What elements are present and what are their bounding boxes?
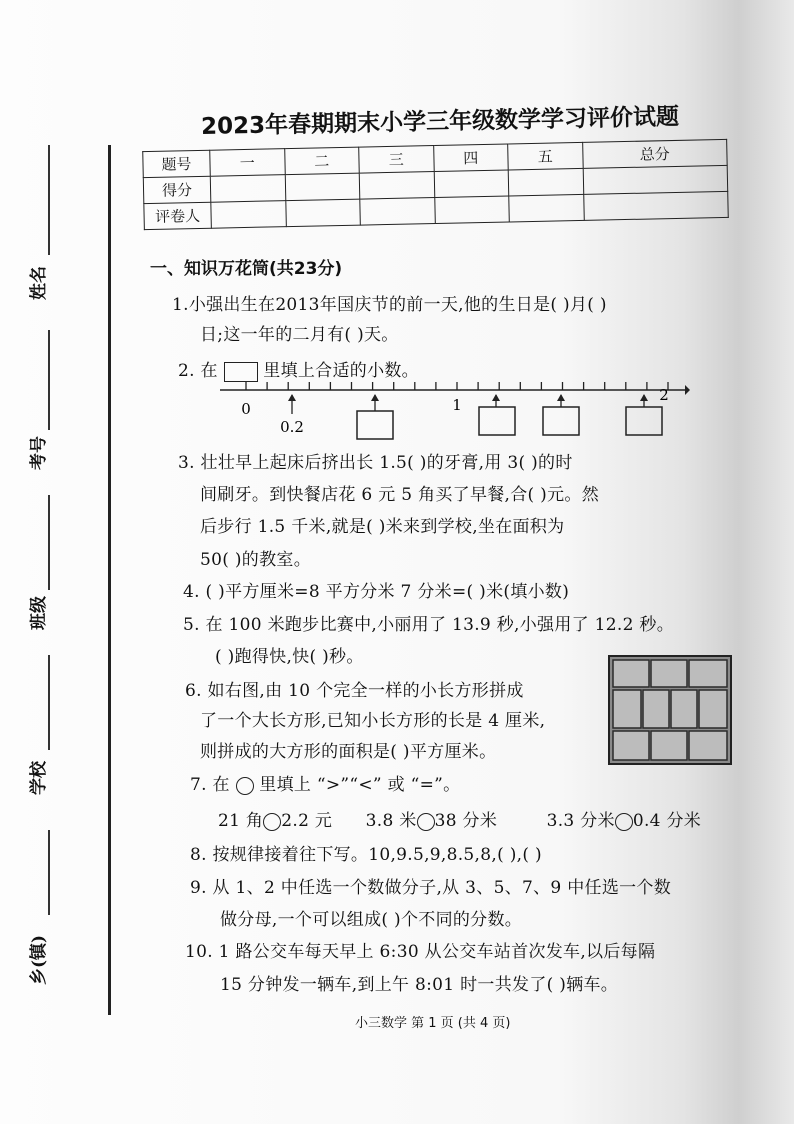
score-cell[interactable]: [434, 170, 509, 198]
q7-item-1-left: 21 角: [218, 811, 264, 831]
score-header-cell: 一: [210, 149, 285, 177]
score-cell[interactable]: [285, 173, 360, 201]
question-6-line-2: 了一个大长方形,已知小长方形的长是 4 厘米,: [200, 711, 546, 731]
school-label: 学校: [29, 761, 49, 795]
score-cell[interactable]: [583, 191, 728, 220]
compare-circle-3[interactable]: [615, 813, 633, 831]
town-field[interactable]: [8, 830, 78, 985]
class-label: 班级: [29, 596, 49, 630]
number-line-label-0: 0: [241, 400, 251, 418]
answer-box-1[interactable]: [357, 394, 393, 439]
q7-item-2-left: 3.8 米: [365, 811, 417, 831]
score-cell[interactable]: [211, 201, 286, 229]
question-8: 8. 按规律接着往下写。10,9.5,9,8.5,8,( ),( ): [190, 845, 542, 865]
score-header-cell: 五: [508, 142, 583, 170]
score-cell[interactable]: [434, 196, 509, 224]
q7-item-2-right: 38 分米: [434, 811, 498, 831]
score-cell[interactable]: [509, 194, 584, 222]
question-10-line-2: 15 分钟发一辆车,到上午 8:01 时一共发了( )辆车。: [220, 975, 619, 995]
number-line-ticks: [246, 382, 668, 390]
school-underline: [48, 655, 50, 750]
name-field[interactable]: [8, 145, 78, 300]
compare-circle-1[interactable]: [263, 813, 281, 831]
question-6-line-1: 6. 如右图,由 10 个完全一样的小长方形拼成: [185, 681, 524, 701]
number-line-arrow-icon: [685, 385, 690, 395]
class-field[interactable]: [8, 495, 78, 635]
question-1-line-1: 1.小强出生在2013年国庆节的前一天,他的生日是( )月( ): [172, 295, 607, 315]
question-7: [190, 770, 460, 795]
score-header-cell: 题号: [143, 150, 211, 177]
number-line: [220, 378, 690, 448]
score-header-cell: 二: [284, 147, 359, 175]
question-1-line-2: 日;这一年的二月有( )天。: [200, 325, 399, 345]
score-cell[interactable]: [359, 172, 434, 200]
question-3-line-4: 50( )的教室。: [200, 550, 311, 570]
q7-item-3-left: 3.3 分米: [546, 811, 615, 831]
circle-blank-icon: [236, 777, 254, 795]
q7-item-3-right: 0.4 分米: [632, 811, 702, 831]
answer-box-3[interactable]: [543, 394, 579, 435]
question-2-suffix: 里填上合适的小数。: [263, 361, 419, 381]
question-7-suffix: 里填上 “>”“<” 或 “=”。: [259, 775, 461, 795]
compare-circle-2[interactable]: [417, 813, 435, 831]
number-line-label-1: 1: [452, 396, 462, 414]
question-7-items: [218, 806, 701, 831]
name-underline: [48, 145, 50, 255]
score-cell[interactable]: [360, 198, 435, 226]
question-5-line-1: 5. 在 100 米跑步比赛中,小丽用了 13.9 秒,小强用了 12.2 秒。: [183, 615, 675, 635]
question-9-line-2: 做分母,一个可以组成( )个不同的分数。: [220, 910, 523, 930]
score-header-cell: 三: [359, 146, 434, 174]
score-header-cell: 总分: [582, 139, 727, 168]
q7-item-1-right: 2.2 元: [281, 811, 333, 831]
score-row-label: 评卷人: [144, 202, 212, 229]
exam-no-label: 考号: [29, 436, 49, 470]
question-5-line-2: ( )跑得快,快( )秒。: [215, 647, 364, 667]
question-2-prefix: 2. 在: [178, 361, 218, 381]
score-row-label: 得分: [143, 176, 211, 203]
question-6-line-3: 则拼成的大方形的面积是( )平方厘米。: [200, 742, 497, 762]
score-table: [142, 139, 729, 230]
score-cell[interactable]: [285, 199, 360, 227]
exam-title: 2023年春期期末小学三年级数学学习评价试题: [200, 103, 680, 141]
class-underline: [48, 495, 50, 590]
exam-no-underline: [48, 330, 50, 430]
score-cell[interactable]: [210, 175, 285, 203]
school-field[interactable]: [8, 655, 78, 795]
question-9-line-1: 9. 从 1、2 中任选一个数做分子,从 3、5、7、9 中任选一个数: [190, 878, 672, 898]
town-label: 乡(镇): [29, 934, 49, 985]
question-3-line-2: 间刷牙。到快餐店花 6 元 5 角买了早餐,合( )元。然: [200, 485, 600, 505]
question-7-prefix: 7. 在: [190, 775, 230, 795]
answer-box-4[interactable]: [626, 394, 662, 435]
score-header-cell: 四: [433, 144, 508, 172]
rectangle-figure: [608, 655, 732, 765]
question-3-line-3: 后步行 1.5 千米,就是( )米来到学校,坐在面积为: [200, 517, 565, 537]
name-label: 姓名: [29, 266, 49, 300]
number-line-label-0-2: 0.2: [280, 418, 304, 436]
question-3-line-1: 3. 壮壮早上起床后挤出长 1.5( )的牙膏,用 3( )的时: [178, 453, 573, 473]
page-footer: 小三数学 第 1 页 (共 4 页): [355, 1016, 511, 1031]
pointer-arrow-0-2-icon: [288, 394, 296, 414]
number-line-label-2: 2: [659, 386, 669, 404]
town-underline: [48, 830, 50, 915]
exam-no-field[interactable]: [8, 330, 78, 470]
question-10-line-1: 10. 1 路公交车每天早上 6:30 从公交车站首次发车,以后每隔: [185, 942, 656, 962]
answer-box-2[interactable]: [479, 394, 515, 435]
section-1-title: 一、知识万花筒(共23分): [150, 259, 343, 279]
score-cell[interactable]: [508, 168, 583, 196]
question-4: 4. ( )平方厘米=8 平方分米 7 分米=( )米(填小数): [183, 582, 570, 602]
binding-line: [108, 145, 111, 1015]
score-cell[interactable]: [583, 165, 728, 194]
